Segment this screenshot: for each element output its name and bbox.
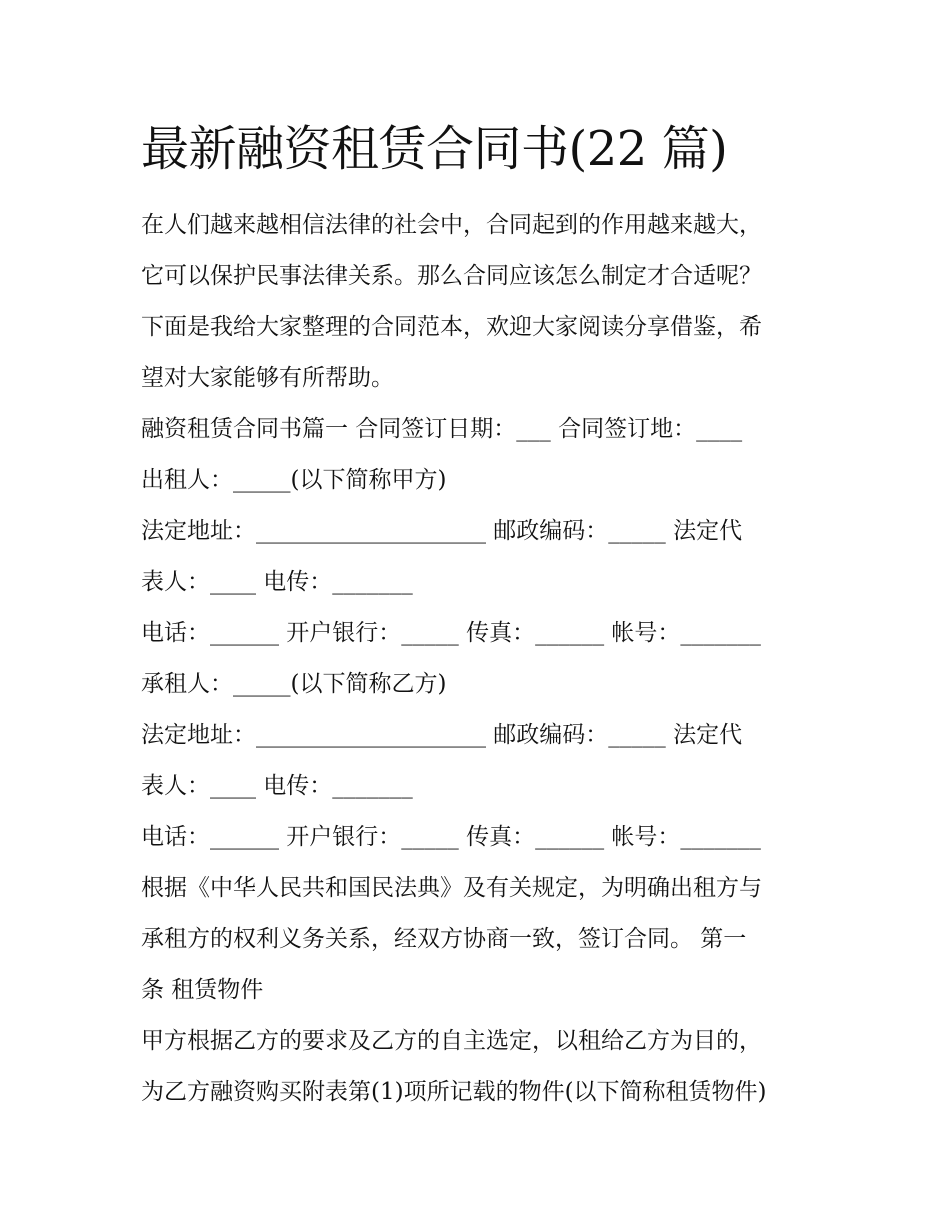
text-line: 它可以保护民事法律关系。那么合同应该怎么制定才合适呢？: [141, 263, 762, 289]
document-title: 最新融资租赁合同书(22 篇): [141, 121, 728, 177]
text-line: 甲方根据乙方的要求及乙方的自主选定，以租给乙方为目的，: [141, 1028, 762, 1054]
lessee-line: 承租人：_____(以下简称乙方): [141, 671, 447, 697]
text-line: 为乙方融资购买附表第(1)项所记载的物件(以下简称租赁物件): [141, 1079, 767, 1105]
lessor-line: 出租人：_____(以下简称甲方): [141, 467, 447, 493]
text-line: 下面是我给大家整理的合同范本，欢迎大家阅读分享借鉴，希: [141, 314, 762, 340]
text-line: 承租方的权利义务关系，经双方协商一致，签订合同。 第一: [141, 926, 747, 952]
article-heading-line: 条 租赁物件: [141, 977, 264, 1003]
lessee-contact-line: 电话：______ 开户银行：_____ 传真：______ 帐号：_______: [141, 824, 761, 850]
text-line: 在人们越来越相信法律的社会中，合同起到的作用越来越大，: [141, 212, 762, 238]
lessor-address-line: 法定地址：____________________ 邮政编码：_____ 法定代: [141, 518, 743, 544]
lessee-representative-line: 表人：____ 电传：_______: [141, 773, 413, 799]
text-line: 根据《中华人民共和国民法典》及有关规定，为明确出租方与: [141, 875, 762, 901]
section-heading-line: 融资租赁合同书篇一 合同签订日期：___ 合同签订地：____: [141, 416, 743, 442]
text-line: 望对大家能够有所帮助。: [141, 365, 394, 391]
lessee-address-line: 法定地址：____________________ 邮政编码：_____ 法定代: [141, 722, 743, 748]
lessor-contact-line: 电话：______ 开户银行：_____ 传真：______ 帐号：_______: [141, 620, 761, 646]
document-body: [141, 112, 821, 1118]
lessor-representative-line: 表人：____ 电传：_______: [141, 569, 413, 595]
